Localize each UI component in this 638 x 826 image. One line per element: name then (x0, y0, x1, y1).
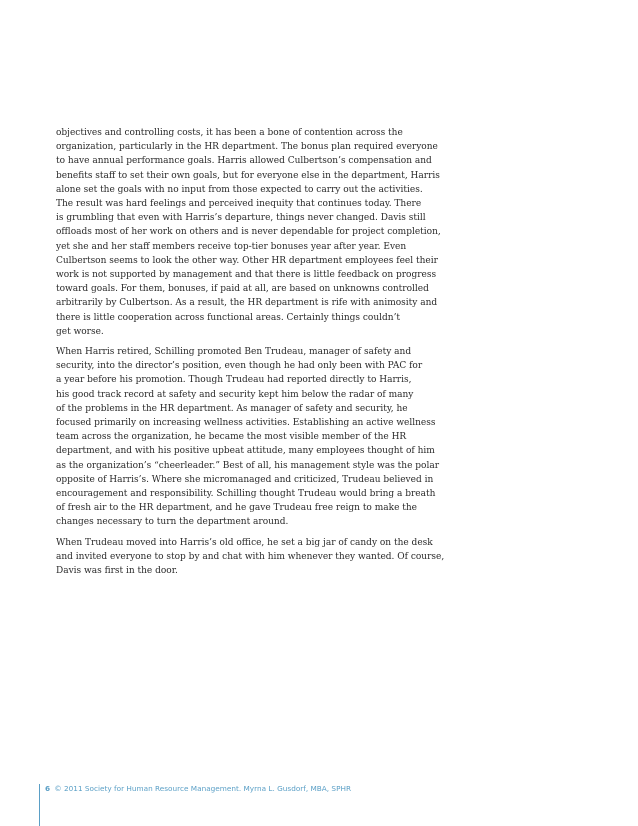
page-footer (45, 784, 351, 794)
paragraph-2 (56, 345, 456, 530)
body-text (56, 126, 456, 584)
text-line: objectives and controlling costs, it has been a bone of contention across the (56, 128, 403, 138)
text-line: security, into the director’s position, even though he had only been with PAC for (56, 361, 423, 372)
text-line: of fresh air to the HR department, and he gave Trudeau free reign to make the (56, 503, 417, 514)
text-line: of the problems in the HR department. As manager of safety and security, he (56, 403, 408, 414)
text-line: team across the organization, he became the most visible member of the HR (56, 432, 407, 443)
text-line: to have annual performance goals. Harris allowed Culbertson’s compensation and (56, 156, 432, 167)
text-line: toward goals. For them, bonuses, if paid at all, are based on unknowns controlled (56, 284, 429, 295)
text-line: When Harris retired, Schilling promoted Ben Trudeau, manager of safety and (56, 347, 412, 358)
text-line: opposite of Harris’s. Where she micromanaged and criticized, Trudeau believed in (56, 474, 434, 485)
text-line: get worse. (56, 326, 104, 337)
footer-divider (39, 784, 40, 826)
text-line: as the organization’s “cheerleader.” Best of all, his management style was the polar (56, 460, 440, 471)
text-line: Davis was first in the door. (56, 566, 178, 577)
text-line: organization, particularly in the HR department. The bonus plan required everyone (56, 142, 438, 153)
text-line: arbitrarily by Culbertson. As a result, the HR department is rife with animosity and (56, 298, 438, 309)
text-line: When Trudeau moved into Harris’s old office, he set a big jar of candy on the desk (56, 537, 433, 548)
text-line: encouragement and responsibility. Schilling thought Trudeau would bring a breath (56, 489, 436, 500)
text-line: is grumbling that even with Harris’s departure, things never changed. Davis still (56, 213, 426, 224)
text-line: focused primarily on increasing wellness activities. Establishing an active wellness (56, 418, 436, 429)
copyright-text: © 2011 Society for Human Resource Management. Myrna L. Gusdorf, MBA, SPHR (54, 784, 352, 793)
text-line: offloads most of her work on others and is never dependable for project completion, (56, 227, 441, 238)
text-line: department, and with his positive upbeat attitude, many employees thought of him (56, 446, 435, 457)
text-line: and invited everyone to stop by and chat with him whenever they wanted. Of course, (56, 551, 445, 562)
paragraph-3 (56, 536, 456, 579)
text-line: work is not supported by management and that there is little feedback on progress (56, 270, 437, 281)
text-line: alone set the goals with no input from those expected to carry out the activities. (56, 184, 423, 195)
text-line: his good track record at safety and security kept him below the radar of many (56, 389, 414, 400)
text-line: The result was hard feelings and perceived inequity that continues today. There (56, 199, 422, 210)
text-line: a year before his promotion. Though Trudeau had reported directly to Harris, (56, 375, 412, 386)
text-line: benefits staff to set their own goals, but for everyone else in the department, Harris (56, 170, 440, 181)
paragraph-1 (56, 126, 456, 339)
text-line: changes necessary to turn the department around. (56, 517, 289, 528)
text-line: Culbertson seems to look the other way. Other HR department employees feel their (56, 255, 438, 266)
page-number: 6 (45, 784, 51, 793)
text-line: there is little cooperation across functional areas. Certainly things couldn’t (56, 312, 401, 323)
text-line: yet she and her staff members receive top-tier bonuses year after year. Even (56, 241, 407, 252)
